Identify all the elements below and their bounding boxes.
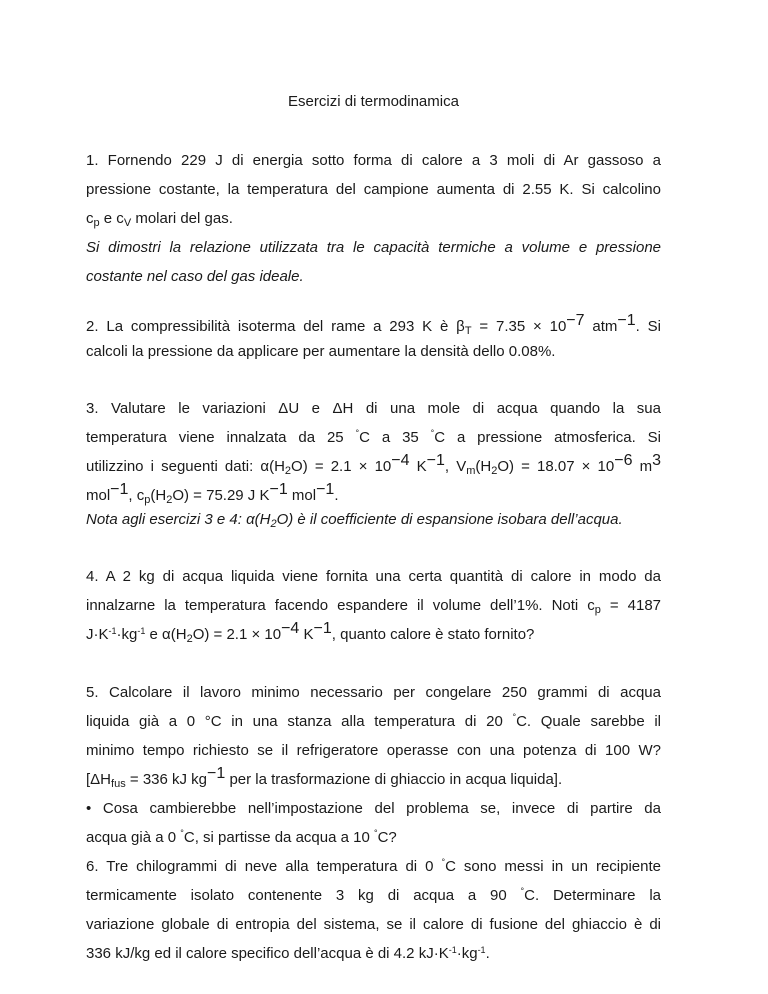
exercise-3-line-2: temperatura viene innalzata da 25 °C a 35 °C a pressione atmosferica. Si bbox=[86, 428, 661, 446]
exercise-3-line-4: mol$^{-1}$, $c_p(H_2O) = 75.29$ J $K^{-1}$ mol$^{-1}$. bbox=[86, 481, 339, 506]
exercise-5-bullet-line-1: • Cosa cambierebbe nell’impostazione del problema se, invece di partire da bbox=[86, 800, 661, 817]
exercise-3-line-3: utilizzino i seguenti dati: $\alpha(H_2O) = 2.1 \times 10^{-4}$ $K^{-1}$, $V_m(H_2O) = 18.07 \times 10^{-6}$ $m^3$ bbox=[86, 452, 662, 477]
exercise-5-line-2: liquida già a 0 °C in una stanza alla temperatura di 20 °C. Quale sarebbe il bbox=[86, 712, 661, 730]
exercise-3-note: Nota agli esercizi 3 e 4: $\alpha(H_2O)$ è il coefficiente di espansione isobara dell’acqua. bbox=[86, 511, 623, 530]
document-title: Esercizi di termodinamica bbox=[288, 93, 459, 110]
exercise-5-bullet-line-2: acqua già a 0 °C, si partisse da acqua a 10 °C? bbox=[86, 828, 397, 846]
exercise-1-note-line-2: costante nel caso del gas ideale. bbox=[86, 268, 304, 285]
exercise-6-line-1: 6. Tre chilogrammi di neve alla temperatura di 0 °C sono messi in un recipiente bbox=[86, 857, 662, 875]
exercise-1-line-2: pressione costante, la temperatura del campione aumenta di 2.55 K. Si calcolino bbox=[86, 181, 661, 198]
exercise-3-line-1: 3. Valutare le variazioni ΔU e ΔH di una mole di acqua quando la sua bbox=[86, 400, 661, 417]
exercise-1-line-3: $c_p$ e $c_V$ molari del gas. bbox=[86, 210, 233, 229]
exercise-5-line-4: [$\Delta H_{fus} = 336$ kJ $kg^{-1}$ per la trasformazione di ghiaccio in acqua liquida]. bbox=[86, 765, 563, 790]
exercise-2-line-1: 2. La compressibilità isoterma del rame a 293 K è $\beta_T = 7.35 \times 10^{-7}$ atm$^{-1}$. Si bbox=[86, 312, 661, 337]
exercise-5-line-3: minimo tempo richiesto se il refrigeratore operasse con una potenza di 100 W? bbox=[86, 742, 661, 759]
exercise-1-note-line-1: Si dimostri la relazione utilizzata tra le capacità termiche a volume e pressione bbox=[86, 239, 661, 256]
exercise-2-line-2: calcoli la pressione da applicare per aumentare la densità dello 0.08%. bbox=[86, 343, 556, 360]
exercise-6-line-2: termicamente isolato contenente 3 kg di acqua a 90 °C. Determinare la bbox=[86, 886, 661, 904]
exercise-1-line-1: 1. Fornendo 229 J di energia sotto forma di calore a 3 moli di Ar gassoso a bbox=[86, 152, 661, 169]
exercise-6-line-4: 336 kJ/kg ed il calore specifico dell’acqua è di 4.2 $kJ\cdot K^{-1}\cdot kg^{-1}$. bbox=[86, 945, 490, 962]
exercise-2 bbox=[86, 312, 661, 366]
exercise-3 bbox=[86, 394, 661, 534]
exercise-4-line-3: $J\cdot K^{-1}\cdot kg^{-1}$ e $\alpha(H_2O) = 2.1 \times 10^{-4}$ $K^{-1}$, quanto calore è stato fornito? bbox=[86, 620, 535, 645]
exercise-4 bbox=[86, 562, 661, 649]
exercise-5 bbox=[86, 678, 661, 852]
exercise-4-line-1: 4. A 2 kg di acqua liquida viene fornita una certa quantità di calore in modo da bbox=[86, 568, 661, 585]
exercise-4-line-2: innalzarne la temperatura facendo espandere il volume dell’1%. Noti $c_p = 4187$ bbox=[86, 597, 662, 616]
exercise-1 bbox=[86, 146, 661, 291]
exercise-5-line-1: 5. Calcolare il lavoro minimo necessario per congelare 250 grammi di acqua bbox=[86, 684, 661, 701]
exercise-6-line-3: variazione globale di entropia del sistema, se il calore di fusione del ghiaccio è di bbox=[86, 916, 661, 933]
exercise-6 bbox=[86, 852, 661, 968]
